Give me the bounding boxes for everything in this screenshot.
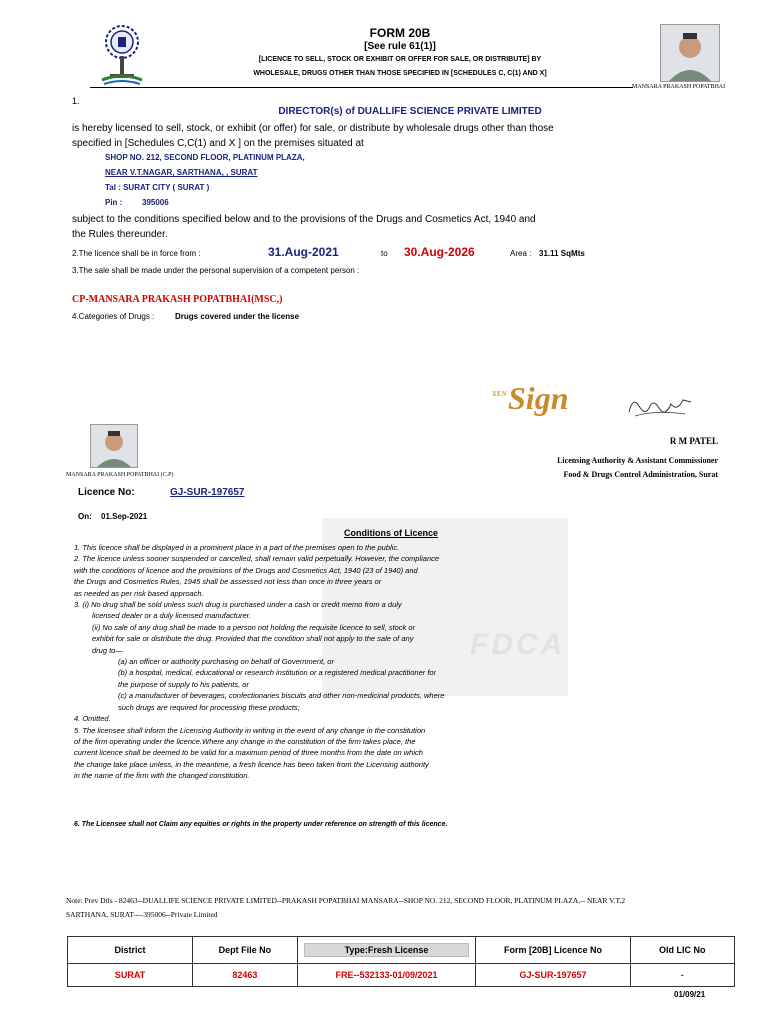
condition-3-line-9: (c) a manufacturer of beverages, confectionaries biscuits and other non-medicinal products, where	[118, 691, 445, 701]
condition-5-line-1: 5. The licensee shall inform the Licensing Authority in writing in the event of any change in the constitution	[74, 725, 426, 735]
condition-5-line-3: current licence shall be deemed to be valid for a maximum period of three months from the date on which	[74, 748, 423, 758]
from-date: 31.Aug-2021	[268, 245, 339, 259]
note-line-2: SARTHANA, SURAT----395006--Private Limited	[66, 910, 218, 919]
esign-logo	[492, 380, 592, 424]
footer-value-old-lic: -	[630, 964, 734, 987]
categories-label: 4.Categories of Drugs :	[72, 312, 155, 321]
authority-line-2: Food & Drugs Control Administration, Surat	[563, 470, 718, 479]
footer-value-licence-no: GJ-SUR-197657	[476, 964, 630, 987]
licensee-photo	[660, 24, 720, 82]
condition-2-line-4: as needed as per risk based approach.	[74, 588, 204, 598]
supervision-text: 3.The sale shall be made under the personal supervision of a competent person :	[72, 266, 360, 275]
header-rule-line	[90, 87, 633, 88]
force-label: 2.The licence shall be in force from :	[72, 249, 201, 258]
footer-value-type: FRE--532133-01/09/2021	[297, 964, 476, 987]
condition-3-line-8: the purpose of supply to his patients, or	[118, 679, 249, 689]
subject-text-1: subject to the conditions specified below and to the provisions of the Drugs and Cosmetics Act, 1940 and	[72, 214, 536, 225]
address-line-3: Tal : SURAT CITY ( SURAT )	[105, 183, 210, 192]
condition-3-line-3: (ii) No sale of any drug shall be made to a person not holding the requisite licence to sell, stock or	[92, 622, 416, 632]
licence-label: Licence No:	[78, 487, 135, 498]
footer-table-value-row	[68, 964, 735, 987]
cp-photo-caption: MANSARA PRAKASH POPATBHAI (C.P)	[66, 472, 174, 478]
footer-table-header-row	[68, 937, 735, 964]
footer-value-dept-file: 82463	[193, 964, 297, 987]
handwritten-signature	[625, 392, 695, 422]
condition-3-line-7: (b) a hospital, medical, educational or research institution or a registered medical practitioner for	[118, 668, 437, 678]
condition-3-line-5: drug to—	[92, 645, 123, 655]
footer-header-old-lic: Old LIC No	[630, 937, 734, 964]
fdca-logo	[96, 22, 148, 88]
condition-3-line-6: (a) an officer or authority purchasing on behalf of Government, or	[118, 657, 334, 667]
condition-2-line-1: 2. The licence unless sooner suspended or cancelled, shall remain valid perpetually. However, the compliance	[74, 554, 440, 564]
address-line-2: NEAR V.T.NAGAR, SARTHANA, , SURAT	[105, 168, 258, 177]
licence-number: GJ-SUR-197657	[170, 487, 245, 498]
note-line-1: Note: Prev Dtls - 82463--DUALLIFE SCIENCE PRIVATE LIMITED--PRAKASH POPATBHAI MANSARA--SHOP NO. 212, SECOND FLOOR, PLATINUM PLAZA,-- NEAR V.T.2	[66, 896, 626, 905]
condition-3-line-4: exhibit for sale or distribute the drug. Provided that the condition shall not apply to the sale of any	[92, 634, 414, 644]
to-date: 30.Aug-2026	[404, 245, 475, 259]
cp-name: CP-MANSARA PRAKASH POPATBHAI(MSC,)	[72, 294, 283, 305]
conditions-heading: Conditions of Licence	[344, 528, 439, 538]
condition-2-line-3: the Drugs and Cosmetics Rules, 1945 shall be assessed not less than once in three years or	[74, 577, 382, 587]
to-label: to	[381, 249, 388, 258]
item-number: 1.	[72, 96, 80, 106]
footer-header-type-label: Type:Fresh License	[304, 943, 470, 957]
footer-header-licence-no: Form [20B] Licence No	[476, 937, 630, 964]
condition-1: 1. This licence shall be displayed in a prominent place in a part of the premises open to the public.	[74, 543, 400, 552]
cp-photo	[90, 424, 138, 468]
address-line-1: SHOP NO. 212, SECOND FLOOR, PLATINUM PLAZA,	[105, 153, 305, 162]
on-date: 01.Sep-2021	[101, 512, 148, 521]
pin-label: Pin :	[105, 198, 123, 207]
condition-2-line-2: with the conditions of licence and the provisions of the Drugs and Cosmetics Act, 1940 (23 of 1940) and	[74, 565, 418, 575]
fdca-watermark: FDCA	[470, 628, 566, 661]
on-label: On:	[78, 512, 92, 521]
area-value: 31.11 SqMts	[539, 249, 585, 258]
condition-5-line-2: of the firm operating under the licence.Where any change in the constitution of the firm takes place, the	[74, 736, 416, 746]
pin-value: 395006	[142, 198, 169, 207]
form-subtitle-line1: [LICENCE TO SELL, STOCK OR EXHIBIT OR OFFER FOR SALE, OR DISTRIBUTE] BY	[258, 56, 542, 63]
license-text-1: is hereby licensed to sell, stock, or exhibit (or offer) for sale, or distribute by wholesale drugs other than those	[72, 123, 554, 134]
condition-5-line-4: the change take place unless, in the meantime, a fresh licence has been taken from the Licensing authority	[74, 759, 429, 769]
condition-4: 4. Omitted.	[74, 714, 111, 724]
form-title: FORM 20B	[369, 26, 431, 40]
signatory-name: R M PATEL	[669, 436, 718, 446]
categories-value: Drugs covered under the license	[175, 312, 300, 321]
license-text-2: specified in [Schedules C,C(1) and X ] on the premises situated at	[72, 138, 364, 149]
condition-3-line-10: such drugs are required for processing these products;	[118, 702, 300, 712]
director-line: DIRECTOR(s) of DUALLIFE SCIENCE PRIVATE LIMITED	[278, 106, 542, 117]
licensee-photo-caption: MANSARA PRAKASH POPATBHAI	[632, 84, 726, 90]
footer-value-district: SURAT	[68, 964, 193, 987]
form-subtitle-line2: WHOLESALE, DRUGS OTHER THAN THOSE SPECIFIED IN [SCHEDULES C, C(1) AND X]	[253, 70, 547, 77]
esign-text: Sign	[508, 380, 569, 416]
condition-3-line-2: licensed dealer or a duly licensed manufacturer.	[92, 611, 251, 621]
footer-date: 01/09/21	[674, 990, 706, 999]
footer-table	[67, 936, 735, 987]
form-rule: [See rule 61(1)]	[364, 41, 436, 52]
footer-header-district: District	[68, 937, 193, 964]
esign-prefix: XEN	[492, 390, 507, 398]
authority-line-1: Licensing Authority & Assistant Commissioner	[557, 456, 718, 465]
subject-text-2: the Rules thereunder.	[72, 229, 168, 240]
conditions-list	[74, 542, 634, 782]
area-label: Area :	[510, 249, 532, 258]
condition-6: 6. The Licensee shall not Claim any equities or rights in the property under reference on strength of this licence.	[74, 821, 448, 828]
condition-5-line-5: in the name of the firm with the changed constitution.	[74, 771, 250, 781]
footer-header-dept-file: Dept File No	[193, 937, 297, 964]
footer-header-type	[297, 937, 476, 964]
condition-3-line-1: 3. (i) No drug shall be sold unless such drug is purchased under a cash or credit memo from a duly	[74, 600, 402, 610]
